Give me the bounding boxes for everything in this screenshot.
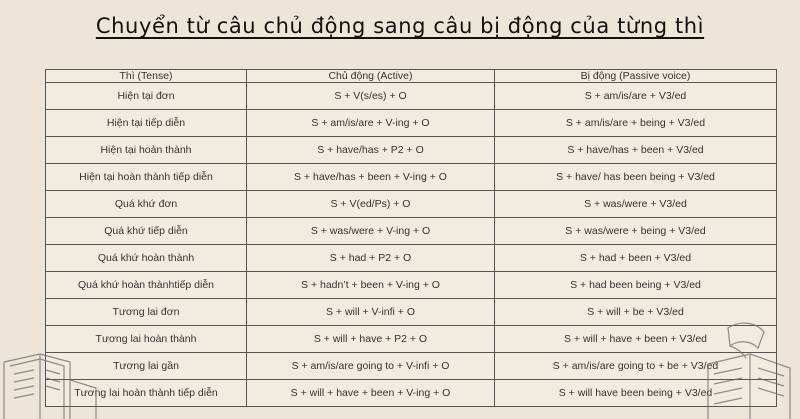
passive-cell: S + had been being + V3/ed — [495, 272, 777, 299]
active-cell: S + will + V-infi + O — [247, 299, 495, 326]
passive-cell: S + was/were + V3/ed — [495, 191, 777, 218]
table-row — [46, 380, 777, 407]
active-cell: S + was/were + V-ing + O — [247, 218, 495, 245]
passive-cell: S + will + be + V3/ed — [495, 299, 777, 326]
tense-cell: Tương lai đơn — [46, 299, 247, 326]
tense-cell: Hiện tại đơn — [46, 83, 247, 110]
active-cell: S + have/has + been + V-ing + O — [247, 164, 495, 191]
header-passive: Bị động (Passive voice) — [495, 70, 777, 83]
table-row — [46, 245, 777, 272]
table-row — [46, 272, 777, 299]
tense-table — [45, 69, 777, 407]
header-tense: Thì (Tense) — [46, 70, 247, 83]
tense-table-container — [45, 69, 776, 407]
passive-cell: S + have/ has been being + V3/ed — [495, 164, 777, 191]
table-row — [46, 110, 777, 137]
active-cell: S + V(ed/Ps) + O — [247, 191, 495, 218]
tense-cell: Hiện tại hoàn thành — [46, 137, 247, 164]
tense-cell: Quá khứ đơn — [46, 191, 247, 218]
tense-cell: Tương lai hoàn thành tiếp diễn — [46, 380, 247, 407]
passive-cell: S + am/is/are + V3/ed — [495, 83, 777, 110]
table-row — [46, 164, 777, 191]
passive-cell: S + have/has + been + V3/ed — [495, 137, 777, 164]
table-row — [46, 326, 777, 353]
open-book-icon — [690, 318, 800, 419]
passive-cell: S + was/were + being + V3/ed — [495, 218, 777, 245]
tense-cell: Quá khứ tiếp diễn — [46, 218, 247, 245]
passive-cell: S + am/is/are + being + V3/ed — [495, 110, 777, 137]
passive-cell: S + had + been + V3/ed — [495, 245, 777, 272]
active-cell: S + had + P2 + O — [247, 245, 495, 272]
active-cell: S + am/is/are going to + V-infi + O — [247, 353, 495, 380]
table-row — [46, 353, 777, 380]
active-cell: S + am/is/are + V-ing + O — [247, 110, 495, 137]
tense-cell: Hiện tại hoàn thành tiếp diễn — [46, 164, 247, 191]
active-cell: S + V(s/es) + O — [247, 83, 495, 110]
tense-cell: Tương lai hoàn thành — [46, 326, 247, 353]
tense-cell: Tương lai gần — [46, 353, 247, 380]
book-stack-icon — [0, 340, 110, 419]
table-row — [46, 218, 777, 245]
active-cell: S + have/has + P2 + O — [247, 137, 495, 164]
header-active: Chủ động (Active) — [247, 70, 495, 83]
table-row — [46, 137, 777, 164]
page-title: Chuyển từ câu chủ động sang câu bị động của từng thì — [95, 14, 705, 38]
passive-cell: S + will have been being + V3/ed — [495, 380, 777, 407]
tense-cell: Quá khứ hoàn thành — [46, 245, 247, 272]
passive-cell: S + will + have + been + V3/ed — [495, 326, 777, 353]
tense-cell: Hiện tại tiếp diễn — [46, 110, 247, 137]
active-cell: S + will + have + P2 + O — [247, 326, 495, 353]
active-cell: S + will + have + been + V-ing + O — [247, 380, 495, 407]
active-cell: S + hadn’t + been + V-ing + O — [247, 272, 495, 299]
table-row — [46, 191, 777, 218]
table-row — [46, 83, 777, 110]
passive-cell: S + am/is/are going to + be + V3/ed — [495, 353, 777, 380]
table-row — [46, 299, 777, 326]
tense-cell: Quá khứ hoàn thànhtiếp diễn — [46, 272, 247, 299]
table-header-row — [46, 70, 777, 83]
